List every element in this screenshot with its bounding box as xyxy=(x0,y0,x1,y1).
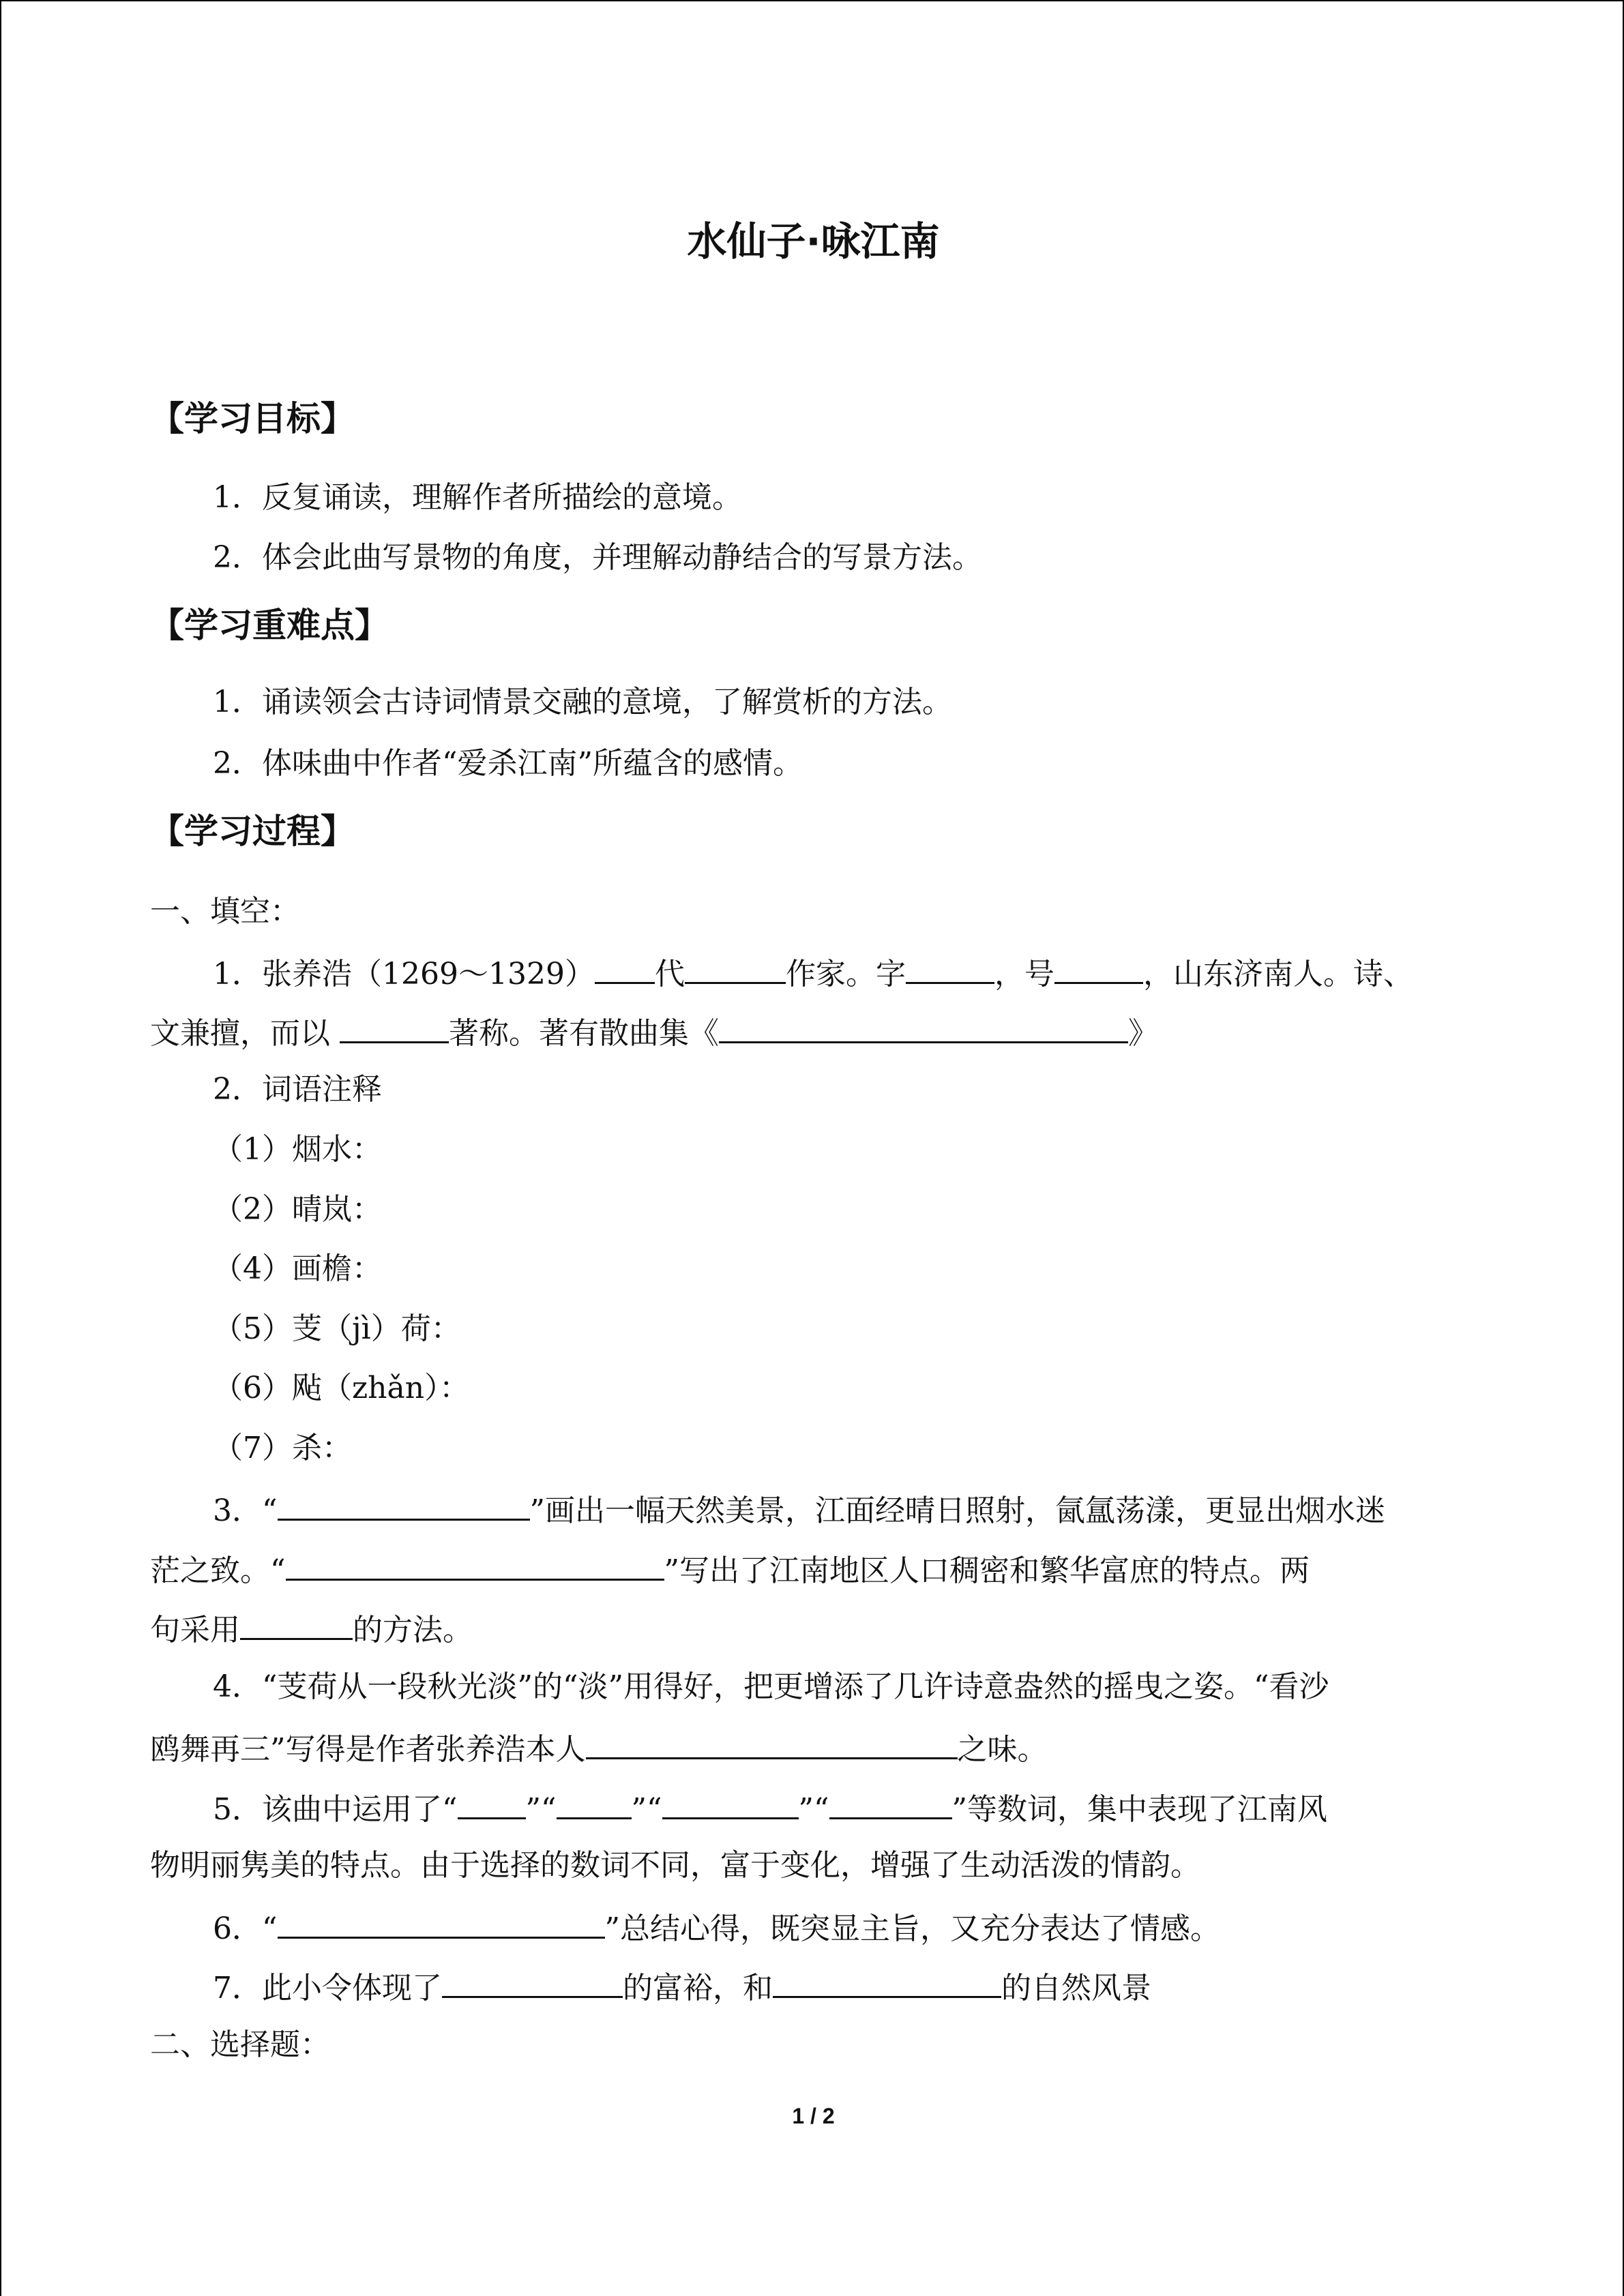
q1-text: 代 xyxy=(654,957,685,992)
question-5-line-2: 物明丽隽美的特点。由于选择的数词不同，富于变化，增强了生动活泼的情韵。 xyxy=(150,1848,1200,1883)
blank-numeral-4[interactable] xyxy=(829,1787,952,1819)
part1-heading: 一、填空： xyxy=(150,894,300,929)
question-5-line-1 xyxy=(213,1787,1327,1829)
section-heading-process: 【学习过程】 xyxy=(150,811,355,851)
blank-dynasty-period[interactable] xyxy=(685,952,786,984)
question-1-line-2 xyxy=(150,1011,1158,1053)
q3-text: 的方法。 xyxy=(353,1613,473,1648)
term-item: （7）杀： xyxy=(213,1431,352,1465)
q1-text: 1．张养浩（1269～1329） xyxy=(213,957,595,992)
blank-collection-title[interactable] xyxy=(719,1011,1128,1043)
q4-text: 鸥舞再三”写得是作者张养浩本人 xyxy=(150,1732,586,1767)
q6-text: ”总结心得，既突显主旨，又充分表达了情感。 xyxy=(604,1911,1220,1946)
key-point-item: 1．诵读领会古诗词情景交融的意境，了解赏析的方法。 xyxy=(213,685,952,719)
key-point-item: 2．体味曲中作者“爱杀江南”所蕴含的感情。 xyxy=(213,746,803,781)
blank-art-name[interactable] xyxy=(1054,952,1143,984)
blank-numeral-1[interactable] xyxy=(458,1787,526,1819)
q5-text: 5．该曲中运用了“ xyxy=(213,1792,458,1827)
blank-quote-1[interactable] xyxy=(278,1489,530,1521)
blank-dynasty[interactable] xyxy=(595,952,655,984)
q1-text: 作家。字 xyxy=(785,957,906,992)
goal-item: 1．反复诵读，理解作者所描绘的意境。 xyxy=(213,480,742,515)
term-item: （5）芰（jì）荷： xyxy=(213,1311,461,1346)
q1-text: 》 xyxy=(1128,1016,1158,1051)
question-7 xyxy=(213,1966,1151,2008)
q5-text: ”等数词，集中表现了江南风 xyxy=(951,1792,1327,1827)
blank-numeral-2[interactable] xyxy=(557,1787,632,1819)
q3-text: ”画出一幅天然美景，江面经晴日照射，氤氲荡漾，更显出烟水迷 xyxy=(529,1493,1385,1528)
q7-text: 的富裕，和 xyxy=(623,1971,773,2006)
q6-text: 6．“ xyxy=(213,1911,278,1946)
q3-text: 茫之致。“ xyxy=(150,1553,286,1588)
question-4-line-2 xyxy=(150,1727,1048,1769)
term-item: （1）烟水： xyxy=(213,1132,382,1167)
q1-text: 著称。著有散曲集《 xyxy=(449,1016,719,1051)
question-1-line-1 xyxy=(213,952,1413,994)
blank-scenery[interactable] xyxy=(773,1966,1001,1998)
blank-wealth[interactable] xyxy=(442,1966,623,1998)
q1-text: 文兼擅，而以 xyxy=(150,1016,340,1051)
blank-quote-2[interactable] xyxy=(286,1549,664,1581)
q7-text: 7．此小令体现了 xyxy=(213,1971,442,2006)
question-3-line-1 xyxy=(213,1489,1385,1530)
question-3-line-2 xyxy=(150,1549,1310,1590)
term-item: （6）飐（zhǎn）： xyxy=(213,1371,470,1405)
term-item: （2）晴岚： xyxy=(213,1192,382,1227)
blank-method[interactable] xyxy=(240,1608,353,1640)
blank-known-for[interactable] xyxy=(340,1011,449,1043)
term-item: （4）画檐： xyxy=(213,1251,382,1286)
q7-text: 的自然风景 xyxy=(1001,1971,1151,2006)
section-heading-goals: 【学习目标】 xyxy=(150,399,355,438)
q4-text: 之味。 xyxy=(957,1732,1048,1767)
blank-courtesy-name[interactable] xyxy=(906,952,994,984)
question-4-line-1: 4．“芰荷从一段秋光淡”的“淡”用得好，把更增添了几许诗意盎然的摇曳之姿。“看沙 xyxy=(213,1669,1329,1704)
question-2-heading: 2．词语注释 xyxy=(213,1072,382,1107)
q3-text: 句采用 xyxy=(150,1613,240,1648)
q1-text: ，号 xyxy=(994,957,1054,992)
question-6 xyxy=(213,1907,1220,1948)
q1-text: ，山东济南人。诗、 xyxy=(1142,957,1413,992)
q3-text: 3．“ xyxy=(213,1493,278,1528)
goal-item: 2．体会此曲写景物的角度，并理解动静结合的写景方法。 xyxy=(213,540,982,575)
blank-numeral-3[interactable] xyxy=(662,1787,799,1819)
q5-text: ”“ xyxy=(798,1792,829,1827)
page-title: 水仙子·咏江南 xyxy=(687,218,940,265)
page-number: 1 / 2 xyxy=(792,2104,835,2128)
blank-summary-line[interactable] xyxy=(278,1907,605,1939)
question-3-line-3 xyxy=(150,1608,473,1650)
blank-flavor[interactable] xyxy=(586,1727,958,1759)
q5-text: ”“ xyxy=(525,1792,557,1827)
q5-text: ”“ xyxy=(631,1792,662,1827)
part2-heading: 二、选择题： xyxy=(150,2027,330,2062)
section-heading-key-points: 【学习重难点】 xyxy=(150,606,389,645)
q3-text: ”写出了江南地区人口稠密和繁华富庶的特点。两 xyxy=(664,1553,1310,1588)
